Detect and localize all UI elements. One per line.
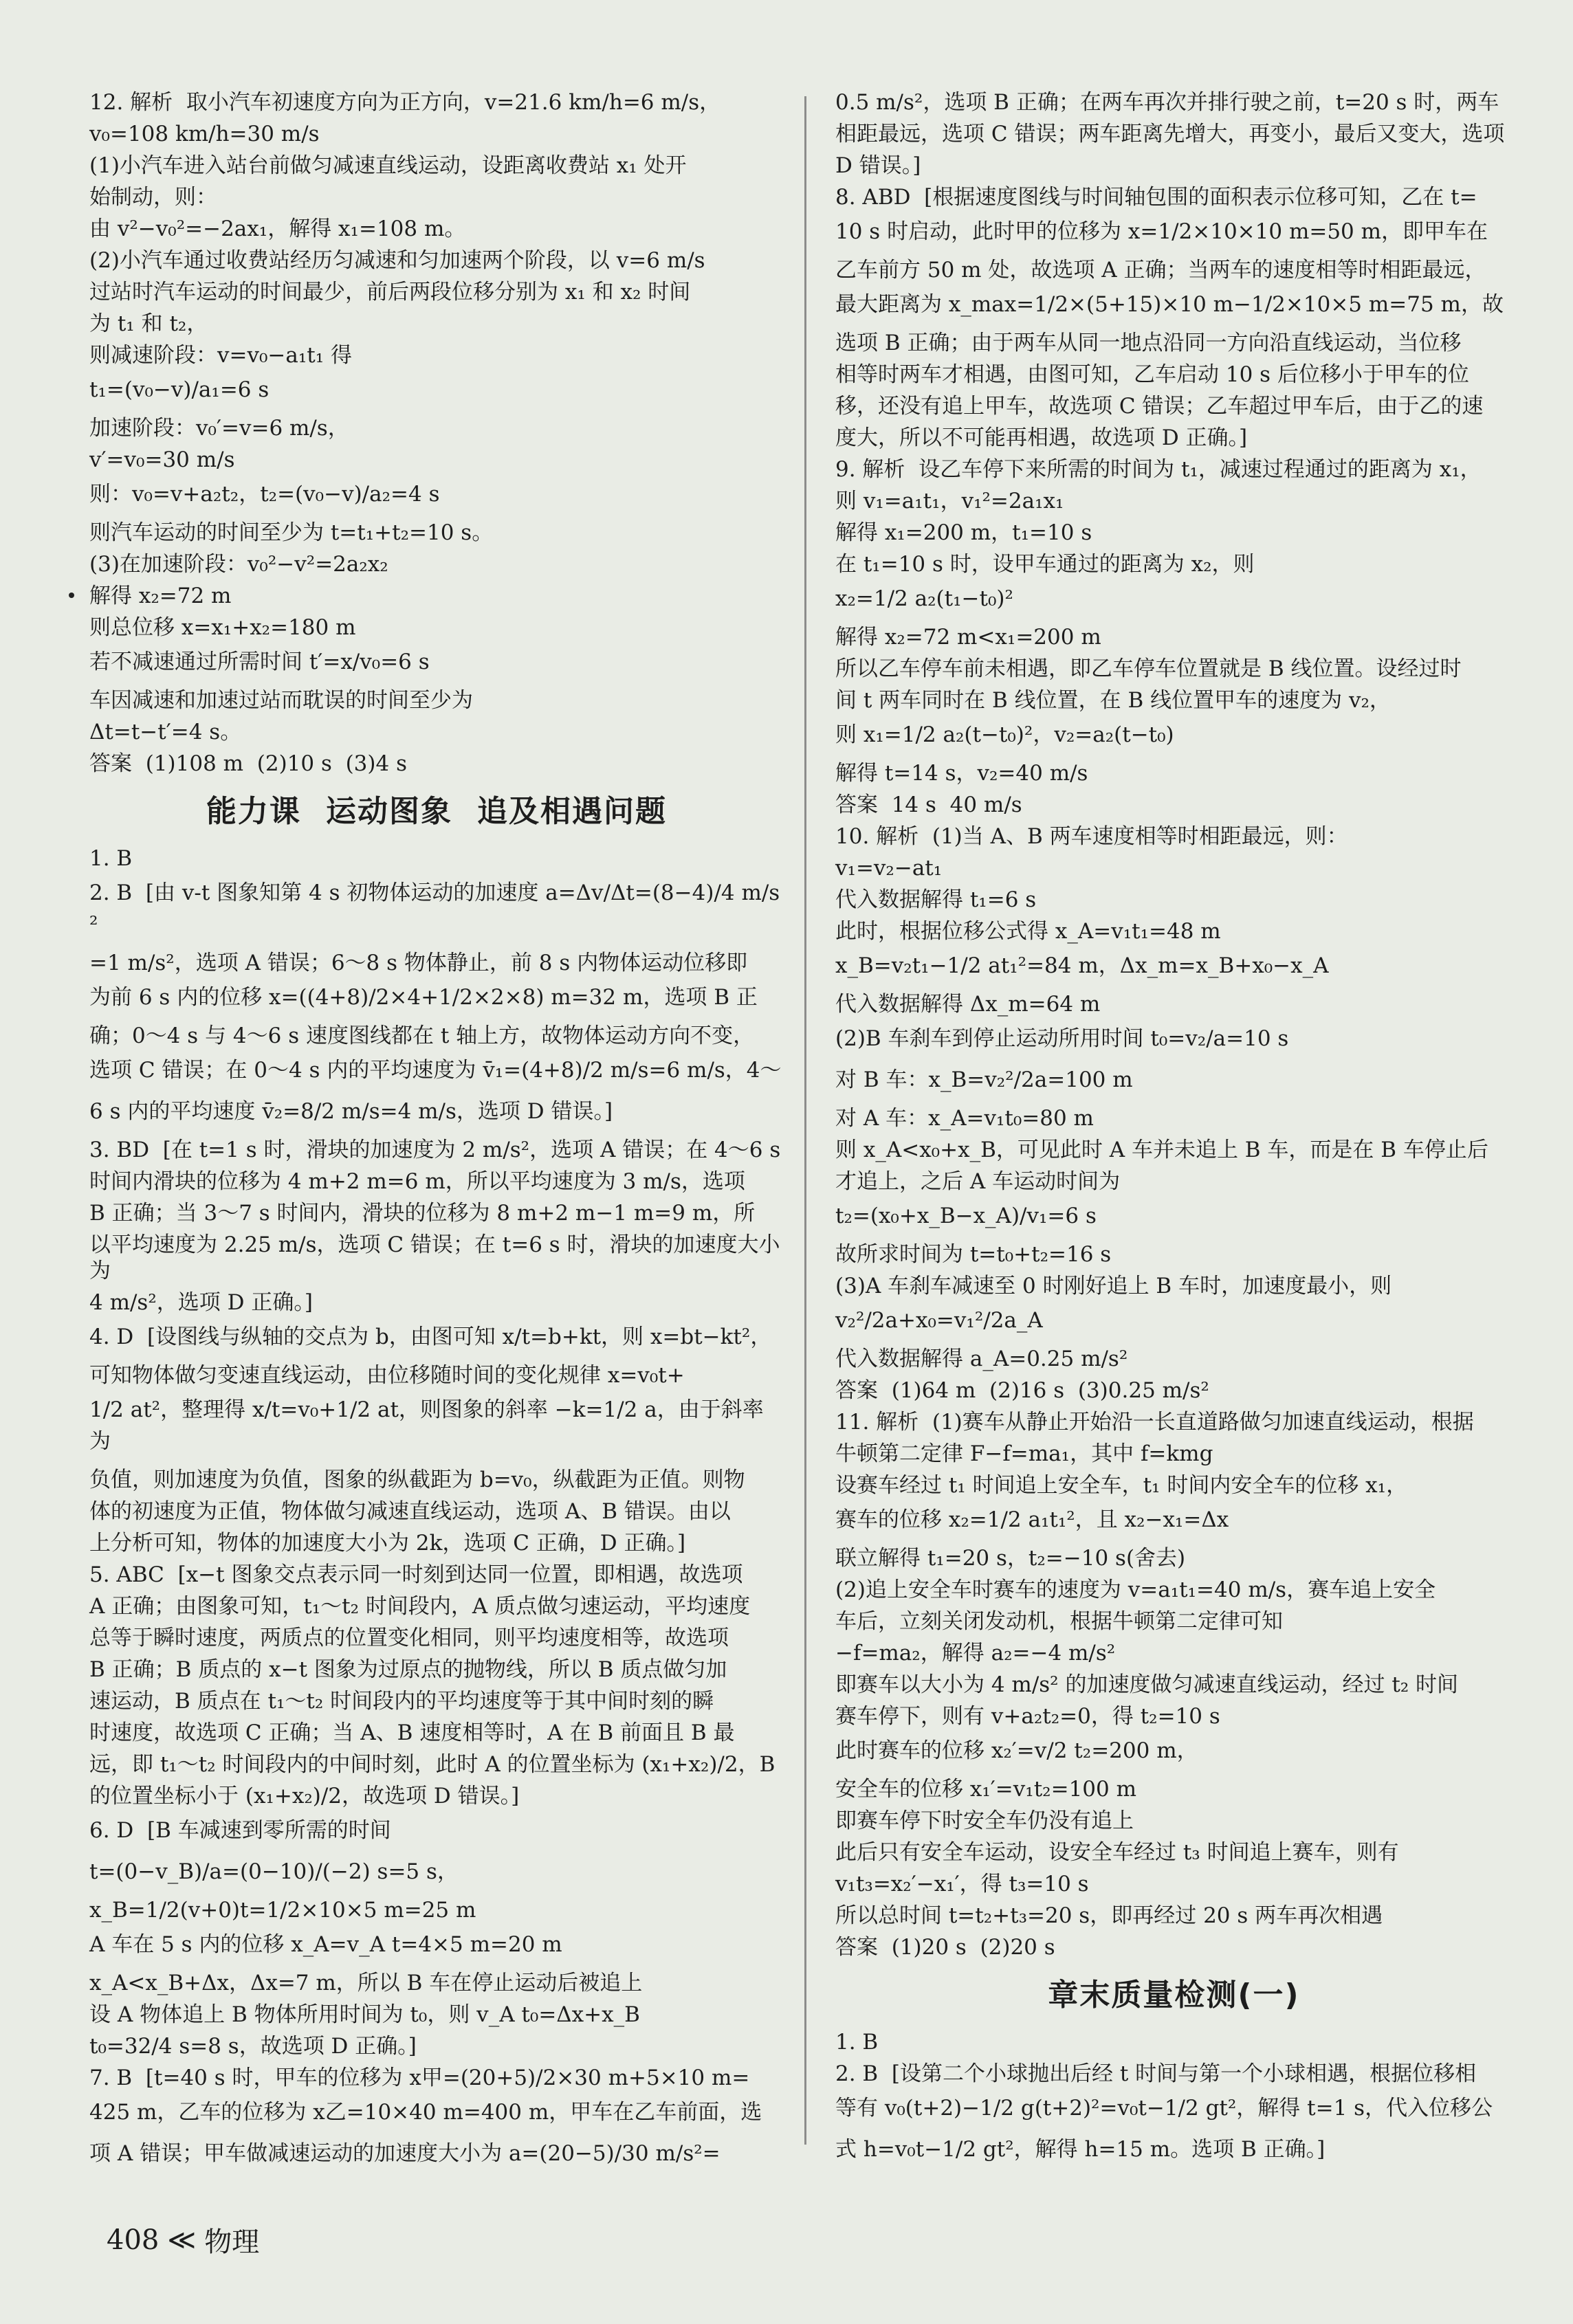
text-line: 答案 14 s 40 m/s bbox=[835, 793, 1022, 817]
text-line: 5. ABC [x−t 图象交点表示同一时刻到达同一位置，即相遇，故选项 bbox=[89, 1562, 743, 1587]
text-line: 则 x₁=1/2 a₂(t−t₀)²，v₂=a₂(t−t₀) bbox=[835, 722, 1174, 747]
text-line: 赛车停下，则有 v+a₂t₂=0，得 t₂=10 s bbox=[835, 1704, 1220, 1729]
left-column bbox=[89, 89, 784, 2179]
text-line: A 车在 5 s 内的位移 x_A=v_A t=4×5 m=20 m bbox=[89, 1932, 562, 1957]
section-title-part-1: 能力课 bbox=[206, 794, 301, 829]
page-number: 408 bbox=[107, 2224, 160, 2256]
text-line: 3. BD [在 t=1 s 时，滑块的加速度为 2 m/s²，选项 A 错误；在 4～6 s bbox=[89, 1138, 781, 1162]
text-line: 最大距离为 x_max=1/2×(5+15)×10 m−1/2×10×5 m=75 m，故 bbox=[835, 292, 1504, 317]
text-line: (2)小汽车通过收费站经历匀减速和匀加速两个阶段，以 v=6 m/s bbox=[89, 248, 705, 273]
text-line: B 正确；B 质点的 x−t 图象为过原点的抛物线，所以 B 质点做匀加 bbox=[89, 1657, 727, 1682]
chapter-answers bbox=[835, 2029, 1512, 2165]
text-line: 6. D [B 车减速到零所需的时间 bbox=[89, 1818, 391, 1843]
text-line: 上分析可知，物体的加速度大小为 2k，选项 C 正确，D 正确。] bbox=[89, 1531, 686, 1556]
text-line: 时速度，故选项 C 正确；当 A、B 速度相等时，A 在 B 前面且 B 最 bbox=[89, 1720, 735, 1745]
text-line: 7. B [t=40 s 时，甲车的位移为 x甲=(20+5)/2×30 m+5×10 m= bbox=[89, 2066, 750, 2090]
text-line: 赛车的位移 x₂=1/2 a₁t₁²，且 x₂−x₁=Δx bbox=[835, 1507, 1229, 1532]
text-line: 解得 x₂=72 m<x₁=200 m bbox=[835, 625, 1101, 650]
print-mark-dot bbox=[69, 593, 74, 598]
text-line: t₀=32/4 s=8 s，故选项 D 正确。] bbox=[89, 2034, 417, 2059]
section-title-part-2: 运动图象 bbox=[326, 794, 452, 829]
text-line: 的位置坐标小于 (x₁+x₂)/2，故选项 D 错误。] bbox=[89, 1784, 520, 1808]
text-line: 车后，立刻关闭发动机，根据牛顿第二定律可知 bbox=[835, 1609, 1283, 1634]
text-line: 解得 x₁=200 m，t₁=10 s bbox=[835, 520, 1092, 545]
text-line: 以平均速度为 2.25 m/s，选项 C 错误；在 t=6 s 时，滑块的加速度大小为 bbox=[89, 1232, 780, 1283]
text-line: 代入数据解得 t₁=6 s bbox=[835, 887, 1037, 912]
text-line: 8. ABD [根据速度图线与时间轴包围的面积表示位移可知，乙在 t= bbox=[835, 185, 1477, 210]
text-line: t₂=(x₀+x_B−x_A)/v₁=6 s bbox=[835, 1204, 1097, 1228]
text-line: v′=v₀=30 m/s bbox=[89, 447, 235, 472]
text-line: 则汽车运动的时间至少为 t=t₁+t₂=10 s。 bbox=[89, 520, 494, 545]
text-line: 此后只有安全车运动，设安全车经过 t₃ 时间追上赛车，则有 bbox=[835, 1840, 1399, 1865]
text-line: 相距最远，选项 C 错误；两车距离先增大，再变小，最后又变大，选项 bbox=[835, 122, 1505, 146]
text-line: 间 t 两车同时在 B 线位置，在 B 线位置甲车的速度为 v₂， bbox=[835, 688, 1391, 713]
text-line: (2)追上安全车时赛车的速度为 v=a₁t₁=40 m/s，赛车追上安全 bbox=[835, 1578, 1436, 1602]
text-line: 由 v²−v₀²=−2ax₁，解得 x₁=108 m。 bbox=[89, 217, 466, 241]
text-line: x_B=v₂t₁−1/2 at₁²=84 m，Δx_m=x_B+x₀−x_A bbox=[835, 953, 1329, 978]
text-line: 解得 x₂=72 m bbox=[89, 584, 232, 608]
text-line: =1 m/s²，选项 A 错误；6～8 s 物体静止，前 8 s 内物体运动位移即 bbox=[89, 951, 748, 975]
text-line: 确；0～4 s 与 4～6 s 速度图线都在 t 轴上方，故物体运动方向不变， bbox=[89, 1023, 755, 1048]
text-line: 即赛车停下时安全车仍没有追上 bbox=[835, 1808, 1134, 1833]
text-line: 选项 C 错误；在 0～4 s 内的平均速度为 v̄₁=(4+8)/2 m/s=6 m/s，4～ bbox=[89, 1058, 782, 1083]
text-line: 为前 6 s 内的位移 x=((4+8)/2×4+1/2×2×8) m=32 m，选项 B 正 bbox=[89, 985, 758, 1010]
text-line: 对 A 车：x_A=v₁t₀=80 m bbox=[835, 1106, 1094, 1131]
text-line: 则 x_A<x₀+x_B，可见此时 A 车并未追上 B 车，而是在 B 车停止后 bbox=[835, 1138, 1488, 1162]
text-line: (1)小汽车进入站台前做匀减速直线运动，设距离收费站 x₁ 处开 bbox=[89, 153, 687, 178]
text-line: 所以总时间 t=t₂+t₃=20 s，即再经过 20 s 两车再次相遇 bbox=[835, 1903, 1383, 1928]
text-line: 4 m/s²，选项 D 正确。] bbox=[89, 1290, 313, 1315]
text-line: 即赛车以大小为 4 m/s² 的加速度做匀减速直线运动，经过 t₂ 时间 bbox=[835, 1672, 1459, 1697]
text-line: 则：v₀=v+a₂t₂，t₂=(v₀−v)/a₂=4 s bbox=[89, 482, 440, 507]
continuation-block bbox=[835, 89, 1512, 451]
text-line: 时间内滑块的位移为 4 m+2 m=6 m，所以平均速度为 3 m/s，选项 bbox=[89, 1169, 745, 1194]
text-line: 则总位移 x=x₁+x₂=180 m bbox=[89, 615, 356, 640]
text-line: 则减速阶段：v=v₀−a₁t₁ 得 bbox=[89, 343, 353, 368]
text-line: 11. 解析 (1)赛车从静止开始沿一长直道路做匀加速直线运动，根据 bbox=[835, 1410, 1474, 1435]
text-line: 对 B 车：x_B=v₂²/2a=100 m bbox=[835, 1067, 1133, 1092]
question-10 bbox=[835, 823, 1512, 1404]
text-line: 速运动，B 质点在 t₁～t₂ 时间段内的平均速度等于其中间时刻的瞬 bbox=[89, 1689, 714, 1714]
text-line: v₁t₃=x₂′−x₁′，得 t₃=10 s bbox=[835, 1872, 1089, 1896]
text-line: 6 s 内的平均速度 v̄₂=8/2 m/s=4 m/s，选项 D 错误。] bbox=[89, 1099, 613, 1124]
text-line: 答案 (1)64 m (2)16 s (3)0.25 m/s² bbox=[835, 1378, 1209, 1403]
text-line: 2. B [设第二个小球抛出后经 t 时间与第一个小球相遇，根据位移相 bbox=[835, 2061, 1477, 2086]
text-line: 度大，所以不可能再相遇，故选项 D 正确。] bbox=[835, 425, 1248, 450]
text-line: 体的初速度为正值，物体做匀减速直线运动，选项 A、B 错误。由以 bbox=[89, 1499, 731, 1524]
text-line: 才追上，之后 A 车运动时间为 bbox=[835, 1169, 1121, 1194]
text-line: 0.5 m/s²，选项 B 正确；在两车再次并排行驶之前，t=20 s 时，两车 bbox=[835, 90, 1499, 115]
text-line: 设 A 物体追上 B 物体所用时间为 t₀，则 v_A t₀=Δx+x_B bbox=[89, 2002, 640, 2027]
text-line: 设赛车经过 t₁ 时间追上安全车，t₁ 时间内安全车的位移 x₁， bbox=[835, 1473, 1408, 1498]
text-line: x_B=1/2(v+0)t=1/2×10×5 m=25 m bbox=[89, 1898, 476, 1923]
text-line: 选项 B 正确；由于两车从同一地点沿同一方向沿直线运动，当位移 bbox=[835, 331, 1462, 355]
text-line: 此时，根据位移公式得 x_A=v₁t₁=48 m bbox=[835, 919, 1221, 944]
text-line: 2. B [由 v-t 图象知第 4 s 初物体运动的加速度 a=Δv/Δt=(8−4)/4 m/s² bbox=[89, 881, 780, 937]
text-line: 乙车前方 50 m 处，故选项 A 正确；当两车的速度相等时相距最远， bbox=[835, 258, 1486, 283]
answers-list bbox=[89, 845, 784, 2169]
text-line: −f=ma₂，解得 a₂=−4 m/s² bbox=[835, 1641, 1116, 1665]
text-line: v₂²/2a+x₀=v₁²/2a_A bbox=[835, 1308, 1043, 1333]
text-line: 过站时汽车运动的时间最少，前后两段位移分别为 x₁ 和 x₂ 时间 bbox=[89, 280, 691, 305]
page-footer bbox=[107, 2220, 259, 2259]
text-line: 425 m，乙车的位移为 x乙=10×40 m=400 m，甲车在乙车前面，选 bbox=[89, 2100, 762, 2125]
text-line: 故所求时间为 t=t₀+t₂=16 s bbox=[835, 1242, 1112, 1267]
text-line: 加速阶段：v₀′=v=6 m/s， bbox=[89, 416, 349, 441]
text-line: 解得 t=14 s，v₂=40 m/s bbox=[835, 761, 1088, 786]
text-line: 等有 v₀(t+2)−1/2 g(t+2)²=v₀t−1/2 gt²，解得 t=1 s，代入位移公 bbox=[835, 2096, 1493, 2121]
text-line: x₂=1/2 a₂(t₁−t₀)² bbox=[835, 586, 1013, 611]
text-line: v₁=v₂−at₁ bbox=[835, 856, 943, 881]
text-line: (3)在加速阶段：v₀²−v²=2a₂x₂ bbox=[89, 552, 388, 577]
text-line: 为 t₁ 和 t₂， bbox=[89, 311, 208, 336]
section-title bbox=[89, 786, 784, 830]
text-line: 远，即 t₁～t₂ 时间段内的中间时刻，此时 A 的位置坐标为 (x₁+x₂)/2，B bbox=[89, 1752, 776, 1777]
text-line: 10 s 时启动，此时甲的位移为 x=1/2×10×10 m=50 m，即甲车在 bbox=[835, 219, 1488, 244]
chevron-left-icon: ≪ bbox=[167, 2224, 197, 2256]
text-line: 1. B bbox=[835, 2030, 879, 2055]
text-line: 1. B bbox=[89, 846, 133, 871]
text-line: 12. 解析 取小汽车初速度方向为正方向，v=21.6 km/h=6 m/s， bbox=[89, 90, 721, 115]
text-line: 牛顿第二定律 F−f=ma₁，其中 f=kmg bbox=[835, 1441, 1213, 1466]
question-11 bbox=[835, 1409, 1512, 1960]
text-line: 所以乙车停车前未相遇，即乙车停车位置就是 B 线位置。设经过时 bbox=[835, 656, 1462, 681]
text-line: 在 t₁=10 s 时，设甲车通过的距离为 x₂，则 bbox=[835, 552, 1255, 577]
text-line: 移，还没有追上甲车，故选项 C 错误；乙车超过甲车后，由于乙的速 bbox=[835, 394, 1484, 419]
text-line: 始制动，则： bbox=[89, 185, 217, 210]
text-line: t₁=(v₀−v)/a₁=6 s bbox=[89, 377, 270, 402]
text-line: 代入数据解得 a_A=0.25 m/s² bbox=[835, 1347, 1128, 1371]
text-line: D 错误。] bbox=[835, 153, 921, 178]
text-line: (3)A 车刹车减速至 0 时刚好追上 B 车时，加速度最小，则 bbox=[835, 1274, 1392, 1298]
text-line: (2)B 车刹车到停止运动所用时间 t₀=v₂/a=10 s bbox=[835, 1026, 1289, 1051]
text-line: 车因减速和加速过站而耽误的时间至少为 bbox=[89, 688, 473, 713]
text-line: 9. 解析 设乙车停下来所需的时间为 t₁，减速过程通过的距离为 x₁， bbox=[835, 457, 1482, 482]
text-line: t=(0−v_B)/a=(0−10)/(−2) s=5 s， bbox=[89, 1859, 459, 1884]
text-line: 负值，则加速度为负值，图象的纵截距为 b=v₀，纵截距为正值。则物 bbox=[89, 1468, 745, 1492]
subject-label: 物理 bbox=[204, 2226, 260, 2258]
text-line: 可知物体做匀变速直线运动，由位移随时间的变化规律 x=v₀t+ bbox=[89, 1363, 685, 1388]
text-line: 联立解得 t₁=20 s，t₂=−10 s(舍去) bbox=[835, 1546, 1186, 1571]
text-line: B 正确；当 3～7 s 时间内，滑块的位移为 8 m+2 m−1 m=9 m，所 bbox=[89, 1201, 756, 1226]
text-line: Δt=t−t′=4 s。 bbox=[89, 720, 242, 744]
question-9 bbox=[835, 456, 1512, 818]
text-line: 答案 (1)108 m (2)10 s (3)4 s bbox=[89, 751, 407, 776]
text-line: 若不减速通过所需时间 t′=x/v₀=6 s bbox=[89, 650, 430, 674]
column-divider bbox=[804, 96, 806, 2145]
text-line: 代入数据解得 Δx_m=64 m bbox=[835, 992, 1101, 1017]
text-line: 项 A 错误；甲车做减速运动的加速度大小为 a=(20−5)/30 m/s²= bbox=[89, 2141, 720, 2166]
text-line: 此时赛车的位移 x₂′=v/2 t₂=200 m， bbox=[835, 1738, 1198, 1763]
question-12 bbox=[89, 89, 784, 777]
text-line: 相等时两车才相遇，由图可知，乙车启动 10 s 后位移小于甲车的位 bbox=[835, 362, 1469, 387]
section-title-part-3: 追及相遇问题 bbox=[477, 794, 667, 829]
text-line: 4. D [设图线与纵轴的交点为 b，由图可知 x/t=b+kt，则 x=bt−kt²， bbox=[89, 1325, 772, 1349]
text-line: 式 h=v₀t−1/2 gt²，解得 h=15 m。选项 B 正确。] bbox=[835, 2137, 1326, 2162]
text-line: 安全车的位移 x₁′=v₁t₂=100 m bbox=[835, 1777, 1136, 1802]
chapter-title: 章末质量检测(一) bbox=[1048, 1978, 1300, 2013]
text-line: 1/2 at²，整理得 x/t=v₀+1/2 at，则图象的斜率 −k=1/2 a，由于斜率为 bbox=[89, 1397, 764, 1454]
text-line: v₀=108 km/h=30 m/s bbox=[89, 122, 320, 146]
text-line: 答案 (1)20 s (2)20 s bbox=[835, 1935, 1055, 1960]
text-line: A 正确；由图象可知，t₁～t₂ 时间段内，A 质点做匀速运动，平均速度 bbox=[89, 1594, 751, 1619]
text-line: 总等于瞬时速度，两质点的位置变化相同，则平均速度相等，故选项 bbox=[89, 1626, 729, 1650]
right-column bbox=[835, 89, 1512, 2175]
text-line: 则 v₁=a₁t₁，v₁²=2a₁x₁ bbox=[835, 489, 1064, 513]
text-line: 10. 解析 (1)当 A、B 两车速度相等时相距最远，则： bbox=[835, 824, 1348, 849]
text-line: x_A<x_B+Δx，Δx=7 m，所以 B 车在停止运动后被追上 bbox=[89, 1971, 643, 1995]
